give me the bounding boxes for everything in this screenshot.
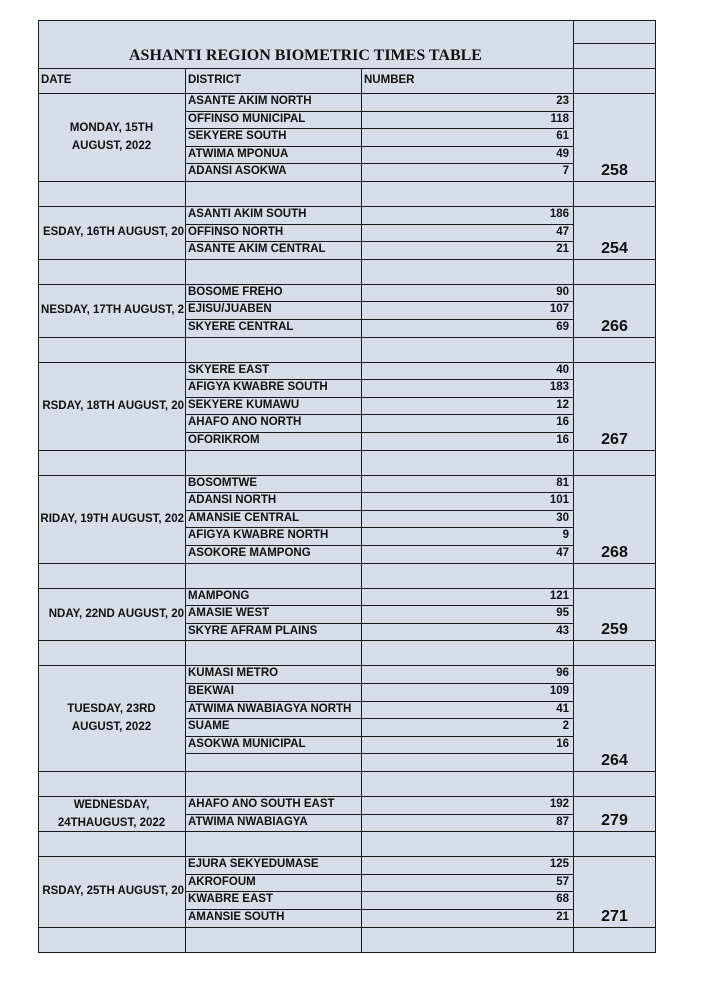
district-cell: ASOKWA MUNICIPAL (188, 737, 306, 750)
district-cell: ASOKORE MAMPONG (188, 547, 311, 559)
row-divider (38, 68, 656, 69)
row-divider (38, 952, 656, 953)
group-total: 268 (601, 543, 628, 561)
number-cell: 101 (549, 494, 569, 507)
row-divider (185, 891, 573, 892)
district-cell: EJURA SEKYEDUMASE (188, 858, 319, 871)
district-cell: SUAME (188, 720, 230, 733)
row-divider (38, 337, 656, 338)
row-divider (185, 683, 573, 684)
row-divider (185, 146, 573, 147)
district-cell: SKYRE AFRAM PLAINS (188, 624, 318, 637)
number-cell: 118 (550, 112, 569, 125)
district-cell: ASANTE AKIM CENTRAL (188, 243, 326, 256)
district-cell: MAMPONG (188, 589, 250, 602)
number-cell: 16 (556, 416, 569, 429)
row-divider (38, 259, 656, 260)
group-total: 271 (601, 907, 628, 925)
number-cell: 16 (556, 434, 569, 446)
column-divider (573, 20, 574, 953)
header-district: DISTRICT (188, 74, 242, 86)
district-cell: ATWIMA NWABIAGYA NORTH (188, 702, 352, 715)
district-cell: AMANSIE CENTRAL (188, 511, 300, 524)
row-divider (185, 701, 573, 702)
column-divider (655, 20, 656, 953)
row-divider (185, 909, 573, 910)
number-cell: 23 (556, 95, 569, 107)
row-divider (185, 163, 573, 164)
district-cell: KWABRE EAST (188, 893, 273, 906)
number-cell: 87 (556, 815, 569, 828)
date-cell: RSDAY, 25TH AUGUST, 20 (42, 885, 184, 898)
row-divider (185, 319, 573, 320)
row-divider (185, 814, 573, 815)
number-cell: 7 (562, 165, 569, 178)
district-cell: AKROFOUM (188, 875, 256, 888)
number-cell: 121 (549, 589, 569, 602)
district-cell: AMASIE WEST (188, 607, 270, 620)
district-cell: AFIGYA KWABRE NORTH (188, 529, 329, 542)
group-total: 259 (601, 621, 628, 639)
date-cell: MONDAY, 15TH AUGUST, 2022 (69, 122, 154, 152)
row-divider (38, 475, 656, 476)
date-cell: NDAY, 22ND AUGUST, 20 (48, 608, 184, 620)
row-divider (185, 623, 573, 624)
group-total: 264 (601, 752, 628, 769)
number-cell: 21 (556, 243, 569, 256)
district-cell: SKYERE CENTRAL (188, 321, 294, 333)
number-cell: 57 (556, 875, 569, 888)
number-cell: 47 (556, 225, 569, 238)
row-divider (38, 665, 656, 666)
row-divider (38, 284, 656, 285)
row-divider (185, 510, 573, 511)
district-cell: EJISU/JUABEN (188, 303, 272, 316)
row-divider (185, 128, 573, 129)
district-cell: AHAFO ANO SOUTH EAST (188, 798, 335, 810)
number-cell: 90 (556, 285, 569, 298)
district-cell: ASANTI AKIM SOUTH (188, 208, 307, 220)
column-divider (185, 68, 186, 953)
date-cell: RIDAY, 19TH AUGUST, 202 (40, 512, 184, 525)
row-divider (185, 224, 573, 225)
row-divider (185, 718, 573, 719)
row-divider (38, 563, 656, 564)
date-cell: ESDAY, 16TH AUGUST, 20 (42, 226, 184, 239)
row-divider (38, 206, 656, 207)
district-cell: ADANSI NORTH (188, 494, 277, 507)
number-cell: 81 (556, 476, 569, 489)
district-cell: AFIGYA KWABRE SOUTH (188, 381, 328, 394)
number-cell: 68 (556, 893, 569, 906)
row-divider (185, 527, 573, 528)
row-divider (38, 856, 656, 857)
number-cell: 61 (556, 130, 569, 143)
number-cell: 43 (556, 624, 569, 637)
number-cell: 49 (556, 147, 569, 160)
row-divider (185, 874, 573, 875)
row-divider (38, 181, 656, 182)
header-number: NUMBER (364, 74, 415, 86)
row-divider (573, 43, 656, 44)
column-divider (38, 20, 39, 953)
date-cell: NESDAY, 17TH AUGUST, 2 (41, 304, 184, 317)
number-cell: 96 (556, 667, 569, 680)
row-divider (185, 432, 573, 433)
row-divider (185, 379, 573, 380)
district-cell: ATWIMA NWABIAGYA (188, 815, 308, 828)
district-cell: SKYERE EAST (188, 363, 270, 376)
number-cell: 9 (562, 529, 569, 542)
row-divider (38, 640, 656, 641)
number-cell: 186 (549, 208, 569, 220)
group-total: 254 (601, 239, 628, 257)
number-cell: 12 (556, 398, 569, 411)
district-cell: KUMASI METRO (188, 667, 279, 680)
district-cell: BOSOMTWE (188, 476, 257, 489)
table-border-top (38, 20, 656, 21)
times-table-sheet (38, 20, 656, 953)
number-cell: 109 (549, 685, 569, 697)
row-divider (38, 831, 656, 832)
district-cell: AHAFO ANO NORTH (188, 416, 302, 429)
number-cell: 41 (556, 702, 569, 715)
district-cell: ADANSI ASOKWA (188, 165, 287, 178)
header-date: DATE (41, 74, 72, 86)
number-cell: 40 (556, 363, 569, 376)
group-total: 266 (601, 317, 628, 335)
row-divider (38, 927, 656, 928)
row-divider (185, 111, 573, 112)
date-cell: TUESDAY, 23RD AUGUST, 2022 (67, 703, 156, 734)
row-divider (185, 241, 573, 242)
number-cell: 21 (556, 911, 569, 923)
page-title: ASHANTI REGION BIOMETRIC TIMES TABLE (129, 47, 482, 64)
district-cell: BOSOME FREHO (188, 285, 283, 298)
row-divider (185, 414, 573, 415)
district-cell: ATWIMA MPONUA (188, 147, 289, 160)
number-cell: 47 (556, 547, 569, 559)
row-divider (185, 753, 573, 754)
number-cell: 2 (562, 720, 569, 733)
date-cell: RSDAY, 18TH AUGUST, 20 (42, 399, 184, 412)
row-divider (185, 736, 573, 737)
row-divider (38, 93, 656, 94)
number-cell: 183 (549, 381, 569, 394)
district-cell: SEKYERE KUMAWU (188, 398, 300, 411)
number-cell: 16 (556, 737, 569, 750)
row-divider (38, 450, 656, 451)
row-divider (38, 588, 656, 589)
number-cell: 95 (556, 607, 569, 620)
district-cell: OFFINSO MUNICIPAL (188, 112, 306, 125)
district-cell: OFORIKROM (188, 434, 260, 446)
number-cell: 192 (549, 798, 569, 810)
number-cell: 69 (556, 321, 569, 333)
district-cell: BEKWAI (188, 685, 234, 697)
row-divider (185, 605, 573, 606)
group-total: 267 (601, 430, 628, 448)
row-divider (38, 362, 656, 363)
district-cell: AMANSIE SOUTH (188, 911, 285, 923)
row-divider (38, 771, 656, 772)
number-cell: 125 (549, 858, 569, 871)
row-divider (185, 492, 573, 493)
column-divider (361, 68, 362, 953)
number-cell: 30 (556, 511, 569, 524)
district-cell: SEKYERE SOUTH (188, 130, 287, 143)
date-cell: WEDNESDAY, 24THAUGUST, 2022 (57, 798, 166, 829)
row-divider (185, 545, 573, 546)
group-total: 258 (601, 162, 628, 179)
group-total: 279 (601, 812, 628, 830)
district-cell: ASANTE AKIM NORTH (188, 95, 312, 107)
number-cell: 107 (549, 303, 569, 316)
row-divider (185, 397, 573, 398)
district-cell: OFFINSO NORTH (188, 225, 284, 238)
row-divider (185, 301, 573, 302)
